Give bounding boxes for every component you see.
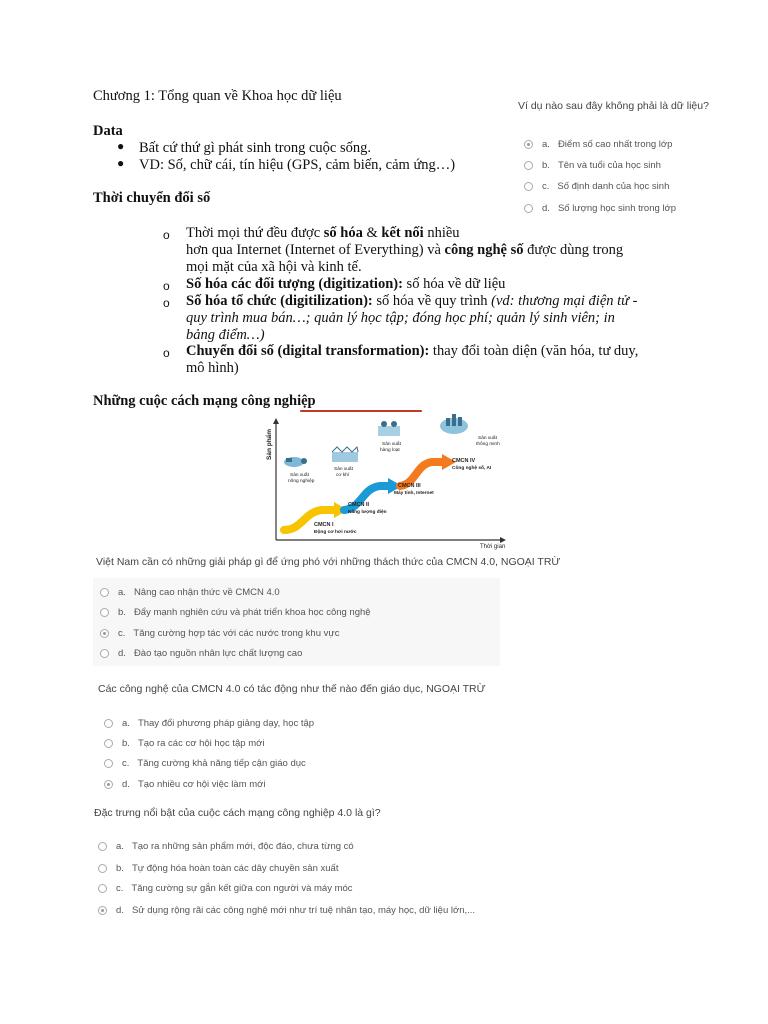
digital-item-1-line2: hơn qua Internet (Internet of Everything) và công nghệ số được dùng trong	[186, 242, 624, 258]
circle-bullet-icon: o	[163, 279, 170, 293]
stage1-desc: Động cơ hơi nước	[314, 530, 357, 535]
quiz2-question: Việt Nam cần có những giải pháp gì để ứng phó với những thách thức của CMCN 4.0, NGOẠI TRỪ	[96, 556, 561, 568]
quiz3-option-a[interactable]: a. Thay đổi phương pháp giảng dạy, học tập	[104, 718, 314, 729]
stage4-icon-label-2: thông minh	[476, 442, 500, 447]
radio-selected-icon[interactable]	[100, 629, 109, 638]
quiz4-option-d[interactable]: d. Sử dụng rộng rãi các công nghệ mới như trí tuệ nhân tạo, máy học, dữ liệu lớn,...	[98, 905, 475, 916]
stage3-icon-label-2: hàng loạt	[380, 448, 400, 453]
factory-icon	[332, 447, 358, 462]
stage1-tag: CMCN I	[314, 522, 334, 528]
bullet-icon: ●	[117, 156, 125, 170]
smart-factory-icon	[440, 414, 468, 434]
quiz2-option-d[interactable]: d. Đào tạo nguồn nhân lực chất lượng cao	[100, 648, 302, 659]
data-bullet-2: VD: Số, chữ cái, tín hiệu (GPS, cảm biến, cảm ứng…)	[139, 157, 456, 173]
revolution-figure	[262, 412, 508, 550]
quiz2-option-c[interactable]: c. Tăng cường hợp tác với các nước trong khu vực	[100, 628, 340, 639]
farm-icon	[284, 457, 307, 467]
radio-icon[interactable]	[98, 884, 107, 893]
stage2-icon-label-2: cơ khí	[336, 473, 350, 478]
stage1-icon-label: Sản xuất	[290, 473, 309, 478]
assembly-line-icon	[378, 421, 400, 436]
data-bullet-1: Bất cứ thứ gì phát sinh trong cuộc sống.	[139, 140, 371, 156]
quiz1-option-c[interactable]: c. Số định danh của học sinh	[524, 181, 669, 192]
digital-item-3: Số hóa tổ chức (digitilization): số hóa về quy trình (vd: thương mại điện tử -	[186, 293, 638, 309]
x-axis-arrow-icon	[500, 537, 506, 543]
digital-item-3-line3: bảng điểm…)	[186, 327, 265, 343]
stage4-icon-label: Sản xuất	[478, 436, 497, 441]
x-axis-label: Thời gian	[480, 544, 506, 550]
data-heading: Data	[93, 123, 123, 139]
radio-selected-icon[interactable]	[98, 906, 107, 915]
revolution-heading: Những cuộc cách mạng công nghiệp	[93, 393, 316, 409]
digital-item-2: Số hóa các đối tượng (digitization): số hóa về dữ liệu	[186, 276, 506, 292]
stage1-icon-label-2: nông nghiệp	[288, 479, 315, 484]
digital-item-4: Chuyển đổi số (digital transformation): thay đổi toàn diện (văn hóa, tư duy,	[186, 343, 639, 359]
digital-heading: Thời chuyển đổi số	[93, 190, 211, 206]
quiz3-option-b[interactable]: b. Tạo ra các cơ hội học tập mới	[104, 738, 264, 749]
stage2-icon-label: Sản xuất	[334, 467, 353, 472]
quiz3-question: Các công nghệ của CMCN 4.0 có tác động như thế nào đến giáo dục, NGOẠI TRỪ	[98, 683, 486, 695]
radio-icon[interactable]	[100, 649, 109, 658]
quiz3-option-c[interactable]: c. Tăng cường khả năng tiếp cận giáo dục	[104, 758, 306, 769]
quiz1-question: Ví dụ nào sau đây không phải là dữ liệu?	[518, 100, 709, 112]
quiz1-option-b[interactable]: b. Tên và tuổi của học sinh	[524, 160, 661, 171]
quiz2-option-b[interactable]: b. Đẩy mạnh nghiên cứu và phát triển khoa học công nghệ	[100, 607, 371, 618]
quiz1-option-a[interactable]: a. Điểm số cao nhất trong lớp	[524, 139, 672, 150]
circle-bullet-icon: o	[163, 346, 170, 360]
stage2-desc: Năng lượng điện	[348, 510, 387, 515]
circle-bullet-icon: o	[163, 296, 170, 310]
chapter-title: Chương 1: Tổng quan về Khoa học dữ liệu	[93, 88, 342, 104]
radio-selected-icon[interactable]	[524, 140, 533, 149]
quiz4-option-c[interactable]: c. Tăng cường sự gắn kết giữa con người và máy móc	[98, 883, 353, 894]
quiz1-option-d[interactable]: d. Số lượng học sinh trong lớp	[524, 203, 676, 214]
radio-selected-icon[interactable]	[104, 780, 113, 789]
y-axis-arrow-icon	[273, 418, 279, 424]
digital-item-4-line2: mô hình)	[186, 360, 239, 376]
radio-icon[interactable]	[524, 161, 533, 170]
stage3-desc: Máy tính, Internet	[394, 491, 434, 496]
radio-icon[interactable]	[524, 204, 533, 213]
stage3-icon-label: Sản xuất	[382, 442, 401, 447]
radio-icon[interactable]	[100, 588, 109, 597]
stage3-tag: CMCN III	[398, 483, 421, 489]
radio-icon[interactable]	[104, 739, 113, 748]
digital-item-1-line3: mọi mặt của xã hội và kinh tế.	[186, 259, 362, 275]
stage2-tag: CMCN II	[348, 502, 370, 508]
radio-icon[interactable]	[104, 759, 113, 768]
stage4-tag: CMCN IV	[452, 458, 476, 464]
radio-icon[interactable]	[100, 608, 109, 617]
quiz3-option-d[interactable]: d. Tạo nhiều cơ hội việc làm mới	[104, 779, 266, 790]
digital-item-1: Thời mọi thứ đều được số hóa & kết nối nhiều	[186, 225, 460, 241]
quiz4-question: Đặc trưng nổi bật của cuộc cách mạng công nghiệp 4.0 là gì?	[94, 807, 381, 819]
bullet-icon: ●	[117, 139, 125, 153]
y-axis-label: Sản phẩm	[266, 428, 273, 460]
quiz4-option-b[interactable]: b. Tự động hóa hoàn toàn các dây chuyền sản xuất	[98, 863, 338, 874]
digital-item-3-line2: quy trình mua bán…; quản lý học tập; đóng học phí; quản lý sinh viên; in	[186, 310, 615, 326]
radio-icon[interactable]	[104, 719, 113, 728]
circle-bullet-icon: o	[163, 228, 170, 242]
quiz2-option-a[interactable]: a. Nâng cao nhận thức về CMCN 4.0	[100, 587, 280, 598]
radio-icon[interactable]	[98, 864, 107, 873]
radio-icon[interactable]	[98, 842, 107, 851]
quiz4-option-a[interactable]: a. Tạo ra những sản phẩm mới, độc đáo, chưa từng có	[98, 841, 354, 852]
radio-icon[interactable]	[524, 182, 533, 191]
stage4-desc: Công nghệ số, AI	[452, 466, 492, 471]
